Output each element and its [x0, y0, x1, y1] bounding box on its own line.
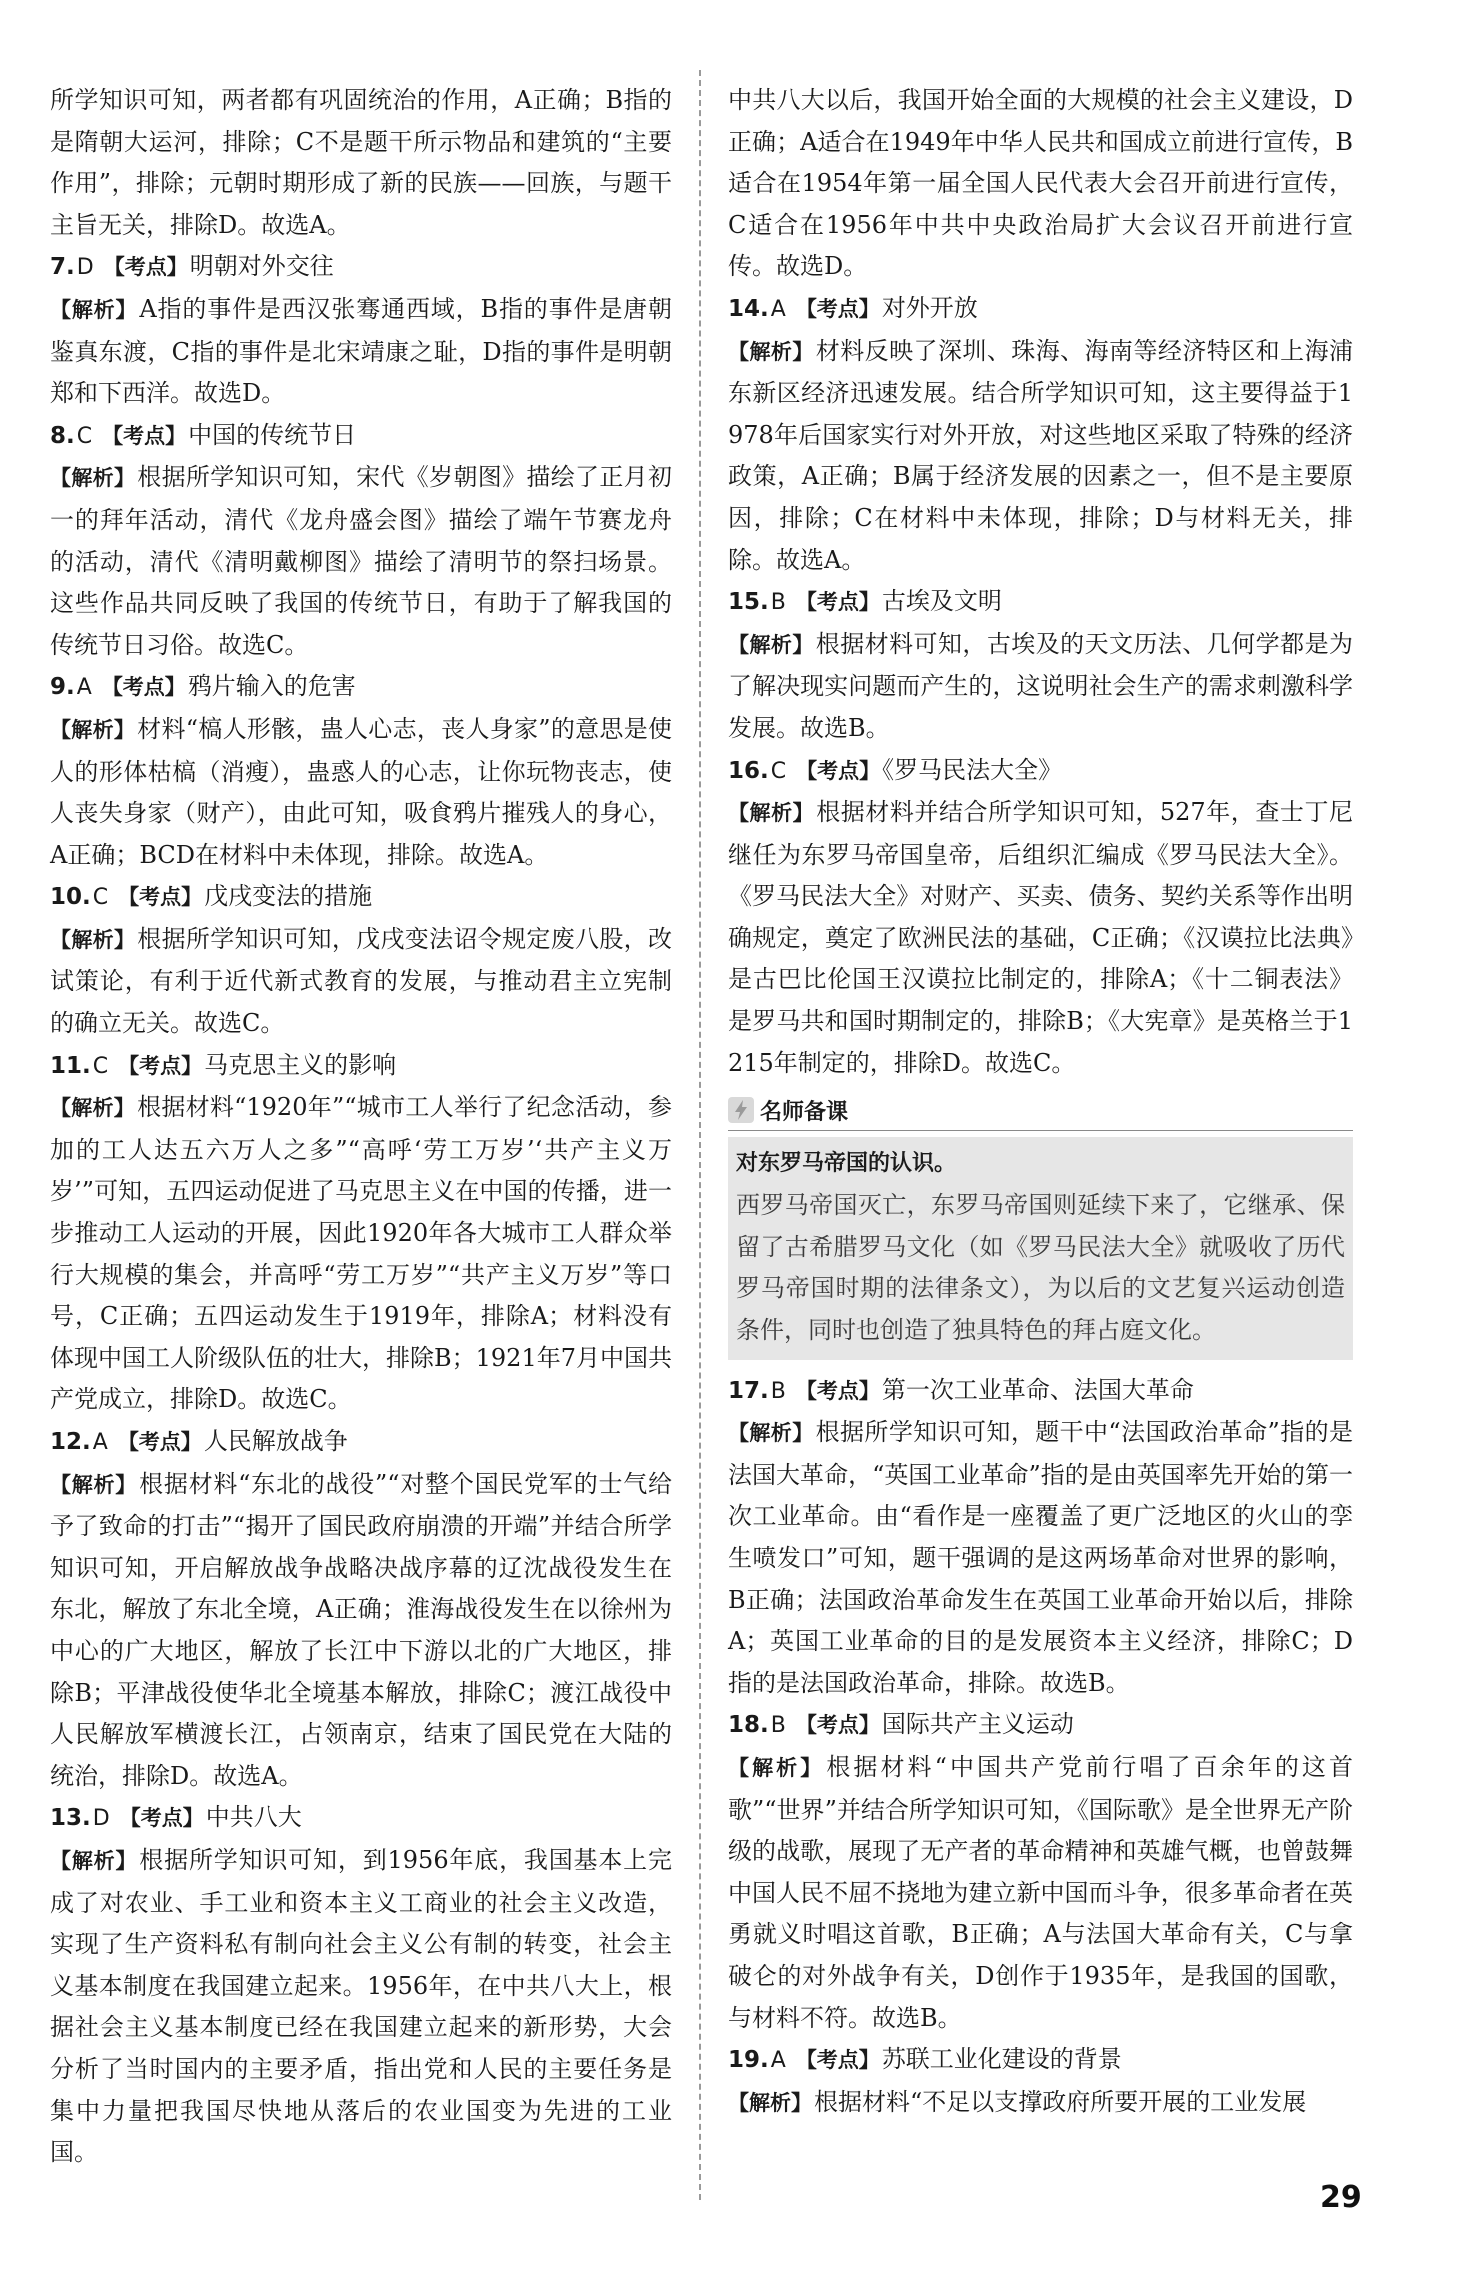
q11-jiexi-tag: 【解析】: [50, 1096, 136, 1121]
q12-topic: 人民解放战争: [203, 1427, 348, 1455]
q19-topic: 苏联工业化建设的背景: [881, 2045, 1122, 2074]
mingshi-note-box: [728, 1137, 1353, 1359]
q12-analysis: [50, 1464, 672, 1798]
q12-jiexi-tag: 【解析】: [50, 1472, 138, 1497]
q8-analysis-text: 根据所学知识可知，宋代《岁朝图》描绘了正月初一的拜年活动，清代《龙舟盛会图》描绘了端午节赛龙舟的活动，清代《清明戴柳图》描绘了清明节的祭扫场景。这些作品共同反映了我国的传统节日，有助于了解我国的传统节日习俗。故选C。: [50, 463, 672, 659]
q9-kaodian-tag: 【考点】: [101, 675, 186, 700]
q15-header: [728, 581, 1353, 624]
note-body: 西罗马帝国灭亡，东罗马帝国则延续下来了，它继承、保留了古希腊罗马文化（如《罗马民法大全》就吸收了历代罗马帝国时期的法律条文），为以后的文艺复兴运动创造条件，同时也创造了独具特色的拜占庭文化。: [736, 1191, 1345, 1345]
q7-number: 7.: [50, 254, 75, 281]
q9-header: [50, 666, 672, 709]
q9-topic: 鸦片输入的危害: [187, 672, 356, 701]
q9-analysis: [50, 709, 672, 876]
q15-analysis-text: 根据材料可知，古埃及的天文历法、几何学都是为了解决现实问题而产生的，这说明社会生产的需求刺激科学发展。故选B。: [728, 629, 1354, 742]
q13-answer: D: [92, 1806, 110, 1832]
q15-topic: 古埃及文明: [881, 587, 1002, 616]
q13-topic: 中共八大: [205, 1803, 302, 1832]
q15-answer: B: [770, 590, 786, 616]
q14-kaodian-tag: 【考点】: [795, 296, 880, 321]
q11-kaodian-tag: 【考点】: [118, 1053, 203, 1078]
q14-number: 14.: [728, 295, 769, 322]
q12-analysis-text: 根据材料“东北的战役”“对整个国民党军的士气给予了致命的打击”“揭开了国民政府崩溃的开端”并结合所学知识可知，开启解放战争战略决战序幕的辽沈战役发生在东北，解放了东北全境，A正确；淮海战役发生在以徐州为中心的广大地区，解放了长江中下游以北的广大地区，排除B；平津战役使华北全境基本解放，排除C；渡江战役中人民解放军横渡长江，占领南京，结束了国民党在大陆的统治，排除D。故选A。: [50, 1469, 673, 1790]
q16-header: [728, 750, 1353, 793]
q12-header: [50, 1421, 672, 1464]
q16-answer: C: [770, 758, 787, 784]
q18-topic: 国际共产主义运动: [881, 1710, 1074, 1739]
q9-jiexi-tag: 【解析】: [50, 717, 136, 742]
q10-analysis: [50, 919, 672, 1045]
q9-analysis-text: 材料“槁人形骸，蛊人心志，丧人身家”的意思是使人的形体枯槁（消瘦），蛊惑人的心志，让你玩物丧志，使人丧失身家（财产），由此可知，吸食鸦片摧残人的身心，A正确；BCD在材料中未体现，排除。故选A。: [50, 714, 673, 869]
q15-number: 15.: [728, 589, 769, 616]
mingshi-title: 名师备课: [760, 1099, 849, 1125]
right-column: [728, 80, 1353, 2124]
q16-jiexi-tag: 【解析】: [728, 801, 815, 826]
q15-analysis: [728, 624, 1353, 750]
column-divider: [699, 70, 701, 2200]
page-number: 29: [1320, 2180, 1362, 2215]
q8-header: [50, 415, 672, 458]
q10-number: 10.: [50, 884, 91, 911]
q11-analysis-text: 根据材料“1920年”“城市工人举行了纪念活动，参加的工人达五六万人之多”“高呼‘劳工万岁’‘共产主义万岁’”可知，五四运动促进了马克思主义在中国的传播，进一步推动工人运动的开展，因此1920年各大城市工人群众举行大规模的集会，并高呼“劳工万岁”“共产主义万岁”等口号，C正确；五四运动发生于1919年，排除A；材料没有体现中国工人阶级队伍的壮大，排除B；1921年7月中国共产党成立，排除D。故选C。: [50, 1093, 672, 1414]
q19-kaodian-tag: 【考点】: [795, 2048, 880, 2073]
q17-topic: 第一次工业革命、法国大革命: [881, 1375, 1194, 1404]
q19-jiexi-tag: 【解析】: [728, 2090, 812, 2115]
q19-analysis-text: 根据材料“不足以支撑政府所要开展的工业发展: [814, 2087, 1307, 2116]
q16-analysis-text: 根据材料并结合所学知识可知，527年，查士丁尼继任为东罗马帝国皇帝，后组织汇编成《罗马民法大全》。《罗马民法大全》对财产、买卖、债务、契约关系等作出明确规定，奠定了欧洲民法的基础，C正确；《汉谟拉比法典》是古巴比伦国王汉谟拉比制定的，排除A；《十二铜表法》是罗马共和国时期制定的，排除B；《大宪章》是英格兰于1215年制定的，排除D。故选C。: [728, 798, 1353, 1077]
q8-analysis: [50, 457, 672, 666]
q10-jiexi-tag: 【解析】: [50, 927, 136, 952]
q12-number: 12.: [50, 1429, 91, 1455]
q13-analysis-text: 根据所学知识可知，到1956年底，我国基本上完成了对农业、手工业和资本主义工商业的社会主义改造，实现了生产资料私有制向社会主义公有制的转变，社会主义基本制度在我国建立起来。1956年，在中共八大上，根据社会主义基本制度已经在我国建立起来的新形势，大会分析了当时国内的主要矛盾，指出党和人民的主要任务是集中力量把我国尽快地从落后的农业国变为先进的工业国。: [50, 1845, 673, 2167]
left-column: [50, 80, 672, 2174]
q12-answer: A: [92, 1430, 108, 1455]
q7-analysis: [50, 289, 672, 415]
q11-number: 11.: [50, 1052, 91, 1079]
q17-analysis: [728, 1412, 1353, 1704]
q14-analysis: [728, 331, 1353, 582]
q16-topic: 《罗马民法大全》: [882, 755, 1063, 784]
q18-number: 18.: [728, 1712, 769, 1739]
q19-number: 19.: [728, 2047, 769, 2074]
q7-jiexi-tag: 【解析】: [50, 297, 138, 322]
q14-analysis-text: 材料反映了深圳、珠海、海南等经济特区和上海浦东新区经济迅速发展。结合所学知识可知，这主要得益于1978年后国家实行对外开放，对这些地区采取了特殊的经济政策，A正确；B属于经济发展的因素之一，但不是主要原因，排除；C在材料中未体现，排除；D与材料无关，排除。故选A。: [728, 336, 1354, 574]
q18-answer: B: [770, 1713, 786, 1739]
q7-kaodian-tag: 【考点】: [103, 255, 188, 280]
q18-analysis-text: 根据材料“中国共产党前行唱了百余年的这首歌”“世界”并结合所学知识可知，《国际歌》是全世界无产阶级的战歌，展现了无产者的革命精神和英雄气概，也曾鼓舞中国人民不屈不挠地为建立新中国而斗争，很多革命者在英勇就义时唱这首歌，B正确；A与法国大革命有关，C与拿破仑的对外战争有关，D创作于1935年，是我国的国歌，与材料不符。故选B。: [728, 1752, 1354, 2032]
q18-analysis: [728, 1747, 1353, 2039]
q16-analysis: [728, 792, 1353, 1084]
q14-answer: A: [770, 296, 786, 322]
q8-topic: 中国的传统节日: [188, 420, 357, 449]
q14-topic: 对外开放: [881, 293, 978, 322]
q12-kaodian-tag: 【考点】: [117, 1430, 202, 1454]
q11-answer: C: [92, 1053, 109, 1079]
q10-topic: 戊戌变法的措施: [204, 882, 373, 911]
q13-analysis: [50, 1840, 672, 2174]
q18-kaodian-tag: 【考点】: [795, 1713, 880, 1738]
q13-continuation: 中共八大以后，我国开始全面的大规模的社会主义建设，D正确；A适合在1949年中华人民共和国成立前进行宣传，B适合在1954年第一届全国人民代表大会召开前进行宣传，C适合在1956年中共中央政治局扩大会议召开前进行宣传。故选D。: [728, 86, 1353, 281]
q17-answer: B: [770, 1378, 786, 1404]
q9-number: 9.: [50, 674, 75, 701]
q7-analysis-text: A指的事件是西汉张骞通西域，B指的事件是唐朝鉴真东渡，C指的事件是北宋靖康之耻，D指的事件是明朝郑和下西洋。故选D。: [50, 294, 673, 408]
q10-answer: C: [92, 885, 109, 911]
q13-number: 13.: [50, 1805, 91, 1832]
note-title: 对东罗马帝国的认识。: [736, 1151, 957, 1177]
q7-header: [50, 246, 672, 289]
q15-jiexi-tag: 【解析】: [728, 632, 814, 657]
q11-analysis: [50, 1087, 672, 1421]
q11-topic: 马克思主义的影响: [204, 1050, 397, 1079]
q14-header: [728, 288, 1353, 331]
q10-analysis-text: 根据所学知识可知，戊戌变法诏令规定废八股，改试策论，有利于近代新式教育的发展，与推动君主立宪制的确立无关。故选C。: [50, 924, 672, 1038]
q13-kaodian-tag: 【考点】: [119, 1806, 204, 1831]
q10-kaodian-tag: 【考点】: [118, 885, 203, 910]
q14-jiexi-tag: 【解析】: [728, 339, 814, 364]
q9-answer: A: [76, 675, 92, 701]
q10-header: [50, 876, 672, 919]
q16-kaodian-tag: 【考点】: [796, 758, 881, 783]
q18-header: [728, 1704, 1353, 1747]
lightning-icon: [728, 1097, 754, 1123]
q17-header: [728, 1370, 1353, 1413]
q19-answer: A: [770, 2048, 786, 2074]
q8-answer: C: [76, 423, 93, 449]
q17-analysis-text: 根据所学知识可知，题干中“法国政治革命”指的是法国大革命，“英国工业革命”指的是由英国率先开始的第一次工业革命。由“看作是一座覆盖了更广泛地区的火山的孪生喷发口”可知，题干强调的是这两场革命对世界的影响，B正确；法国政治革命发生在英国工业革命开始以后，排除A；英国工业革命的目的是发展资本主义经济，排除C；D指的是法国政治革命，排除。故选B。: [728, 1418, 1353, 1697]
q17-kaodian-tag: 【考点】: [795, 1378, 880, 1403]
q16-number: 16.: [728, 757, 769, 784]
q13-jiexi-tag: 【解析】: [50, 1848, 138, 1873]
q13-header: [50, 1797, 672, 1840]
q8-jiexi-tag: 【解析】: [50, 466, 136, 491]
mingshi-header: [728, 1090, 1353, 1131]
q8-number: 8.: [50, 422, 75, 449]
q11-header: [50, 1045, 672, 1088]
q15-kaodian-tag: 【考点】: [795, 590, 880, 615]
q17-number: 17.: [728, 1377, 769, 1404]
q7-answer: D: [76, 255, 94, 281]
q8-kaodian-tag: 【考点】: [102, 423, 187, 448]
q18-jiexi-tag: 【解析】: [728, 1755, 825, 1780]
q17-jiexi-tag: 【解析】: [728, 1421, 814, 1446]
q19-analysis: [728, 2082, 1353, 2125]
q6-continuation: 所学知识可知，两者都有巩固统治的作用，A正确；B指的是隋朝大运河，排除；C不是题干所示物品和建筑的“主要作用”，排除；元朝时期形成了新的民族——回族，与题干主旨无关，排除D。故选A。: [50, 86, 672, 239]
q7-topic: 明朝对外交往: [189, 252, 334, 281]
q19-header: [728, 2039, 1353, 2082]
